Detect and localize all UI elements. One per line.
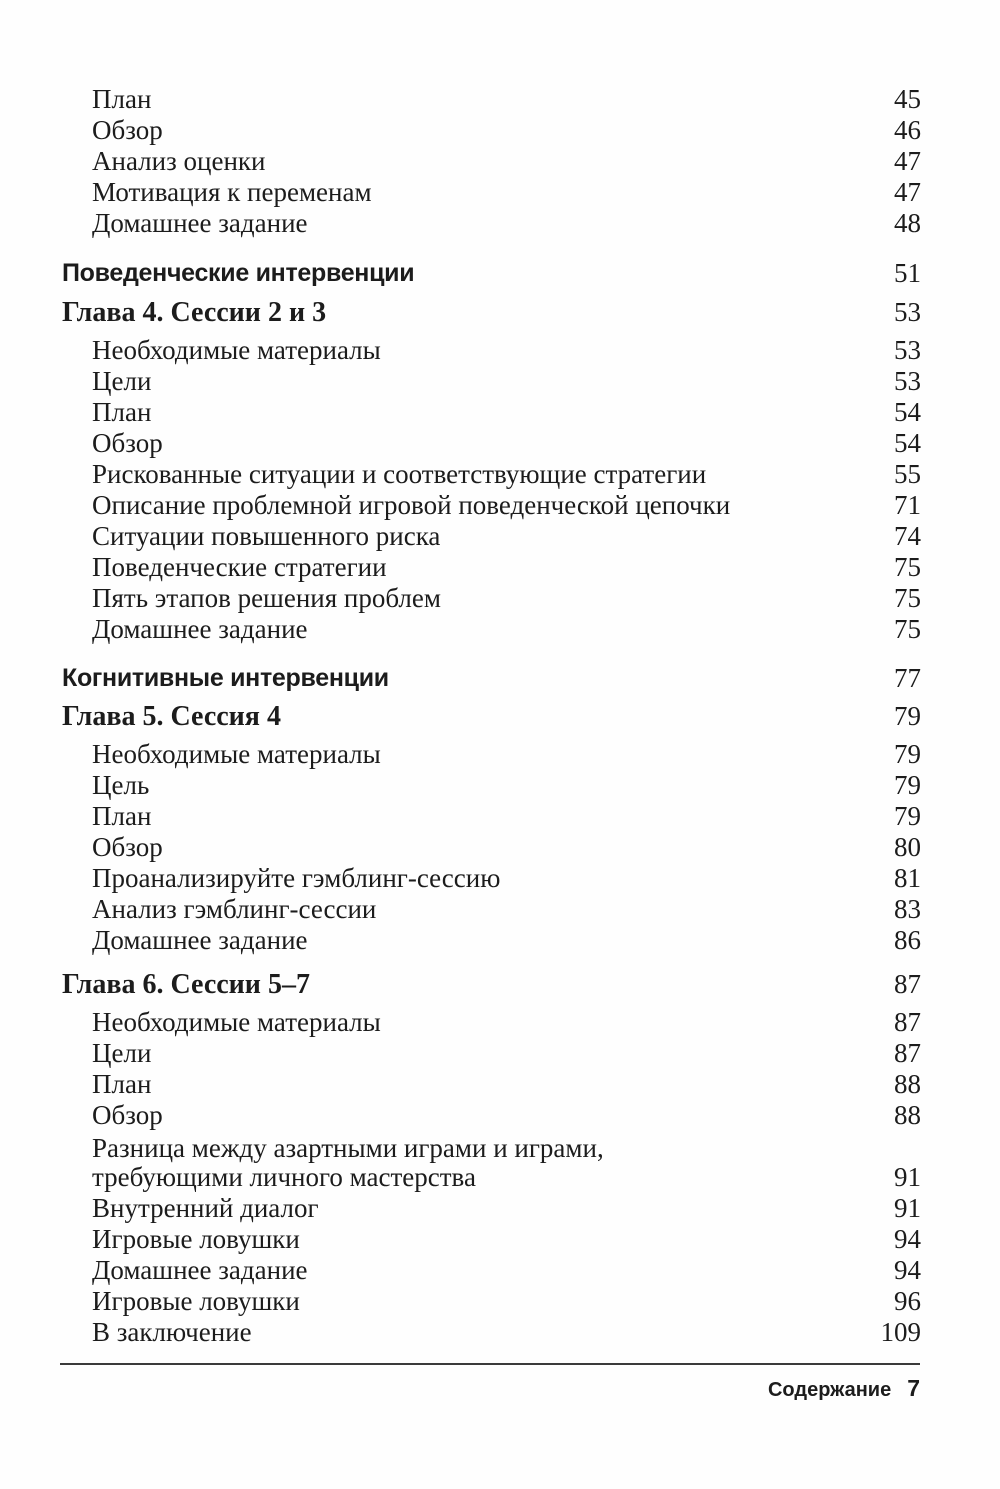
toc-entry-title: В заключение (92, 1317, 252, 1347)
toc-entry-title: План (92, 1069, 152, 1099)
toc-entry-title: Цели (92, 1038, 152, 1068)
toc-entry-title: План (92, 84, 152, 114)
toc-entry-title: Домашнее задание (92, 614, 308, 644)
toc-entry-title: Анализ оценки (92, 146, 266, 176)
toc-entry-page: 45 (894, 84, 921, 114)
toc-entry-page: 94 (894, 1224, 921, 1254)
toc-entry-title: Глава 5. Сессия 4 (62, 701, 281, 732)
toc-entry-page: 74 (894, 521, 921, 551)
toc-entry-page: 51 (894, 258, 921, 288)
toc-entry-page: 86 (894, 925, 921, 955)
toc-entry-title: Игровые ловушки (92, 1224, 300, 1254)
toc-entry-page: 91 (894, 1162, 921, 1192)
footer-divider (60, 1363, 920, 1365)
toc-entry-page: 109 (880, 1317, 921, 1347)
toc-entry-title: Рискованные ситуации и соответствующие стратегии (92, 459, 707, 489)
toc-entry-page: 53 (894, 297, 921, 327)
toc-entry-page: 55 (894, 459, 921, 489)
toc-entry-title: Проанализируйте гэмблинг-сессию (92, 863, 501, 893)
toc-entry-page: 53 (894, 335, 921, 365)
toc-entry-title: Игровые ловушки (92, 1286, 300, 1316)
toc-entry-page: 87 (894, 1007, 921, 1037)
toc-entry-page: 88 (894, 1069, 921, 1099)
toc-entry-title: Домашнее задание (92, 1255, 308, 1285)
toc-entry-page: 54 (894, 428, 921, 458)
toc-entry-page: 75 (894, 614, 921, 644)
toc-entry-page: 79 (894, 701, 921, 731)
toc-entry-title: Ситуации повышенного риска (92, 521, 441, 551)
toc-entry-page: 83 (894, 894, 921, 924)
toc-entry-title: Необходимые материалы (92, 335, 381, 365)
toc-entry-title: Домашнее задание (92, 925, 308, 955)
toc-entry-title: План (92, 801, 152, 831)
toc-entry-page: 47 (894, 177, 921, 207)
toc-entry-title: Обзор (92, 115, 163, 145)
toc-entry-title: Домашнее задание (92, 208, 308, 238)
toc-entry-title: Обзор (92, 1100, 163, 1130)
toc-entry-title: Глава 6. Сессии 5–7 (62, 969, 310, 1000)
toc-entry-page: 54 (894, 397, 921, 427)
toc-entry-page: 77 (894, 663, 921, 693)
toc-entry-title: Необходимые материалы (92, 1007, 381, 1037)
footer-label: Содержание (767, 1379, 892, 1401)
toc-entry-page: 47 (894, 146, 921, 176)
toc-entry-page: 91 (894, 1193, 921, 1223)
toc-entry-page: 81 (894, 863, 921, 893)
toc-entry-title: План (92, 397, 152, 427)
toc-entry-title: Внутренний диалог (92, 1193, 319, 1223)
toc-entry-page: 96 (894, 1286, 921, 1316)
toc-entry-page: 48 (894, 208, 921, 238)
toc-entry-title: Мотивация к переменам (92, 177, 372, 207)
toc-entry-title: Обзор (92, 832, 163, 862)
toc-entry-page: 80 (894, 832, 921, 862)
toc-entry-title: Глава 4. Сессии 2 и 3 (62, 297, 327, 328)
toc-entry-page: 88 (894, 1100, 921, 1130)
toc-entry-title: Цель (92, 770, 150, 800)
toc-entry-title: требующими личного мастерства (92, 1162, 476, 1192)
toc-entry-page: 94 (894, 1255, 921, 1285)
toc-entry-page: 87 (894, 1038, 921, 1068)
toc-entry-title: Цели (92, 366, 152, 396)
toc-entry-title: Поведенческие стратегии (92, 552, 387, 582)
toc-entry-page: 79 (894, 739, 921, 769)
toc-entry-page: 46 (894, 115, 921, 145)
toc-entry-title: Пять этапов решения проблем (92, 583, 441, 613)
toc-entry-title: Поведенческие интервенции (62, 259, 415, 287)
toc-entry-title: Обзор (92, 428, 163, 458)
toc-entry-page: 75 (894, 583, 921, 613)
toc-entry-title: Необходимые материалы (92, 739, 381, 769)
toc-entry-page: 53 (894, 366, 921, 396)
toc-entry-title: Описание проблемной игровой поведенческой цепочки (92, 490, 731, 520)
running-footer (768, 1375, 920, 1403)
toc-entry-title: Разница между азартными играми и играми, (92, 1133, 604, 1163)
footer-page-number: 7 (907, 1375, 920, 1401)
toc-entry-page: 75 (894, 552, 921, 582)
toc-entry-title: Анализ гэмблинг-сессии (92, 894, 377, 924)
toc-entry-page: 87 (894, 969, 921, 999)
toc-entry-page: 79 (894, 770, 921, 800)
toc-entry-page: 71 (894, 490, 921, 520)
toc-entry-title: Когнитивные интервенции (62, 664, 389, 692)
toc-entry-page: 79 (894, 801, 921, 831)
